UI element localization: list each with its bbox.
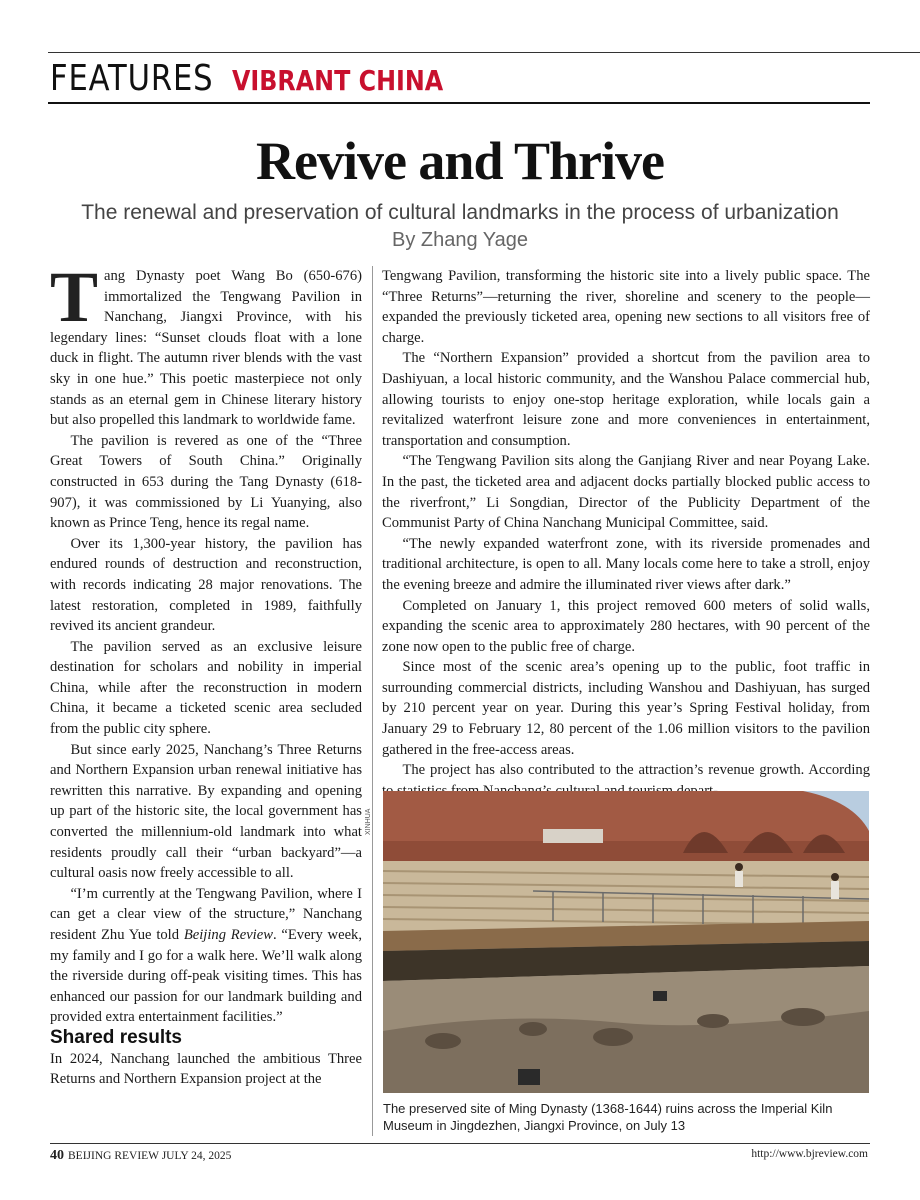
paragraph: The pavilion served as an exclusive leisure destination for scholars and nobility in imperial China, while after the reconstruction in modern China, it became a ticketed scenic area secluded from the public city sphere. [50, 638, 362, 738]
photo-credit: XINHUA [365, 808, 372, 835]
article-byline: By Zhang Yage [391, 229, 529, 251]
left-column [50, 257, 362, 1090]
paragraph [50, 884, 362, 1028]
subheading: Shared results [50, 1026, 182, 1048]
footer-rule [50, 1143, 870, 1144]
paragraph: Over its 1,300-year history, the pavilion has endured rounds of destruction and reconstruction, with records indicating 28 major renovations. The latest restoration, completed in 1989, faithfully revived its ancient grandeur. [50, 535, 362, 635]
paragraph: Completed on January 1, this project removed 600 meters of solid walls, expanding the scenic area to approximately 280 hectares, with 90 percent of the zone now open to the public free of charge. [382, 597, 870, 655]
paragraph-text: “I’m currently at the Tengwang Pavilion, where I can get a clear view of the structure,” Nanchang resident Zhu Yue told [50, 885, 362, 943]
subsection-label: VIBRANT CHINA [232, 64, 444, 97]
paragraph: In 2024, Nanchang launched the ambitious Three Returns and Northern Expansion project at the [50, 1050, 362, 1088]
paragraph: Since most of the scenic area’s opening up to the public, foot traffic in surrounding commercial districts, including Wanshou and Dashiyuan, has surged by 210 percent year on year. During this year’s Spring Festival holiday, from January 29 to February 12, 80 percent of the 1.06 million visitors to the pavilion gathered in the free-access areas. [382, 659, 870, 758]
section-header [50, 58, 481, 99]
footer-left [50, 1148, 231, 1164]
article-photo [383, 791, 869, 1093]
paragraph: But since early 2025, Nanchang’s Three Returns and Northern Expansion urban renewal initiative has rewritten this narrative. By expanding and opening up part of the historic site, the local government has converted the millennium-old landmark into what residents proudly call their “urban backyard”—a cultural oasis now freely accessible to all. [50, 741, 362, 882]
column-divider [372, 266, 373, 1136]
article-title: Revive and Thrive [255, 131, 664, 191]
article-deck: The renewal and preservation of cultural landmarks in the process of urbanization [81, 201, 839, 224]
section-label: FEATURES [50, 58, 214, 99]
paragraph: “The Tengwang Pavilion sits along the Ganjiang River and near Poyang Lake. In the past, the ticketed area and adjacent docks partially blocked public access to the riverfront,” Li Songdian, Director of the Publicity Department of the Communist Party of China Nanchang Municipal Committee, said. [382, 453, 870, 532]
top-rule [48, 52, 920, 53]
publication-name: Beijing Review [183, 927, 273, 943]
publication-date: BEIJING REVIEW JULY 24, 2025 [68, 1150, 232, 1162]
paragraph: The pavilion is revered as one of the “Three Great Towers of South China.” Originally constructed in 653 during the Tang Dynasty (618-907), it was commissioned by Li Yuanying, also known as Prince Teng, hence its regal name. [50, 432, 362, 532]
paragraph: The project has also contributed to the attraction’s revenue growth. According [402, 762, 870, 779]
footer-url[interactable]: http://www.bjreview.com [751, 1148, 868, 1160]
page-number: 40 [50, 1148, 64, 1163]
paragraph: The “Northern Expansion” provided a shortcut from the pavilion area to Dashiyuan, a local historic community, and the Wanshou Palace commercial hub, allowing tourists to enjoy one-stop heritage exploration, while locals gain a revitalized waterfront leisure zone and more conveniences in entertainment, transportation and consumption. [382, 350, 870, 449]
paragraph-text: . “Every week, my family and I go for a walk here. We’ll walk along the riverside during off-peak visiting times. This has enhanced our passion for our landmark building and provided extra entertainment facilities.” [50, 927, 362, 1026]
paragraph: “The newly expanded waterfront zone, with its riverside promenades and traditional architecture, is open to all. Many locals come here to take a stroll, enjoy the evening breeze and admire the illuminated river views after dark.” [382, 535, 870, 593]
photo-caption: The preserved site of Ming Dynasty (1368-1644) ruins across the Imperial Kiln Museum in Jingdezhen, Jiangxi Province, on July 13 [383, 1101, 833, 1133]
paragraph [50, 257, 362, 431]
right-column [382, 266, 870, 801]
header-rule [48, 102, 870, 104]
drop-cap: T [50, 257, 99, 337]
paragraph-text: ang Dynasty poet Wang Bo (650-676) immortalized the Tengwang Pavilion in Nanchang, Jiangxi Province, with his legendary lines: “Sunset clouds float with a lone duck in flight. The autumn river blends with the vast sky in one hue.” This poetic masterpiece not only stands as an eternal gem in Chinese literary history but also propelled this landmark to worldwide fame. [50, 268, 362, 429]
paragraph: Tengwang Pavilion, transforming the historic site into a lively public space. The “Three Returns”—returning the river, shoreline and scenery to the people—expanded the previously ticketed area, opening new sections to all visitors free of charge. [382, 268, 870, 346]
